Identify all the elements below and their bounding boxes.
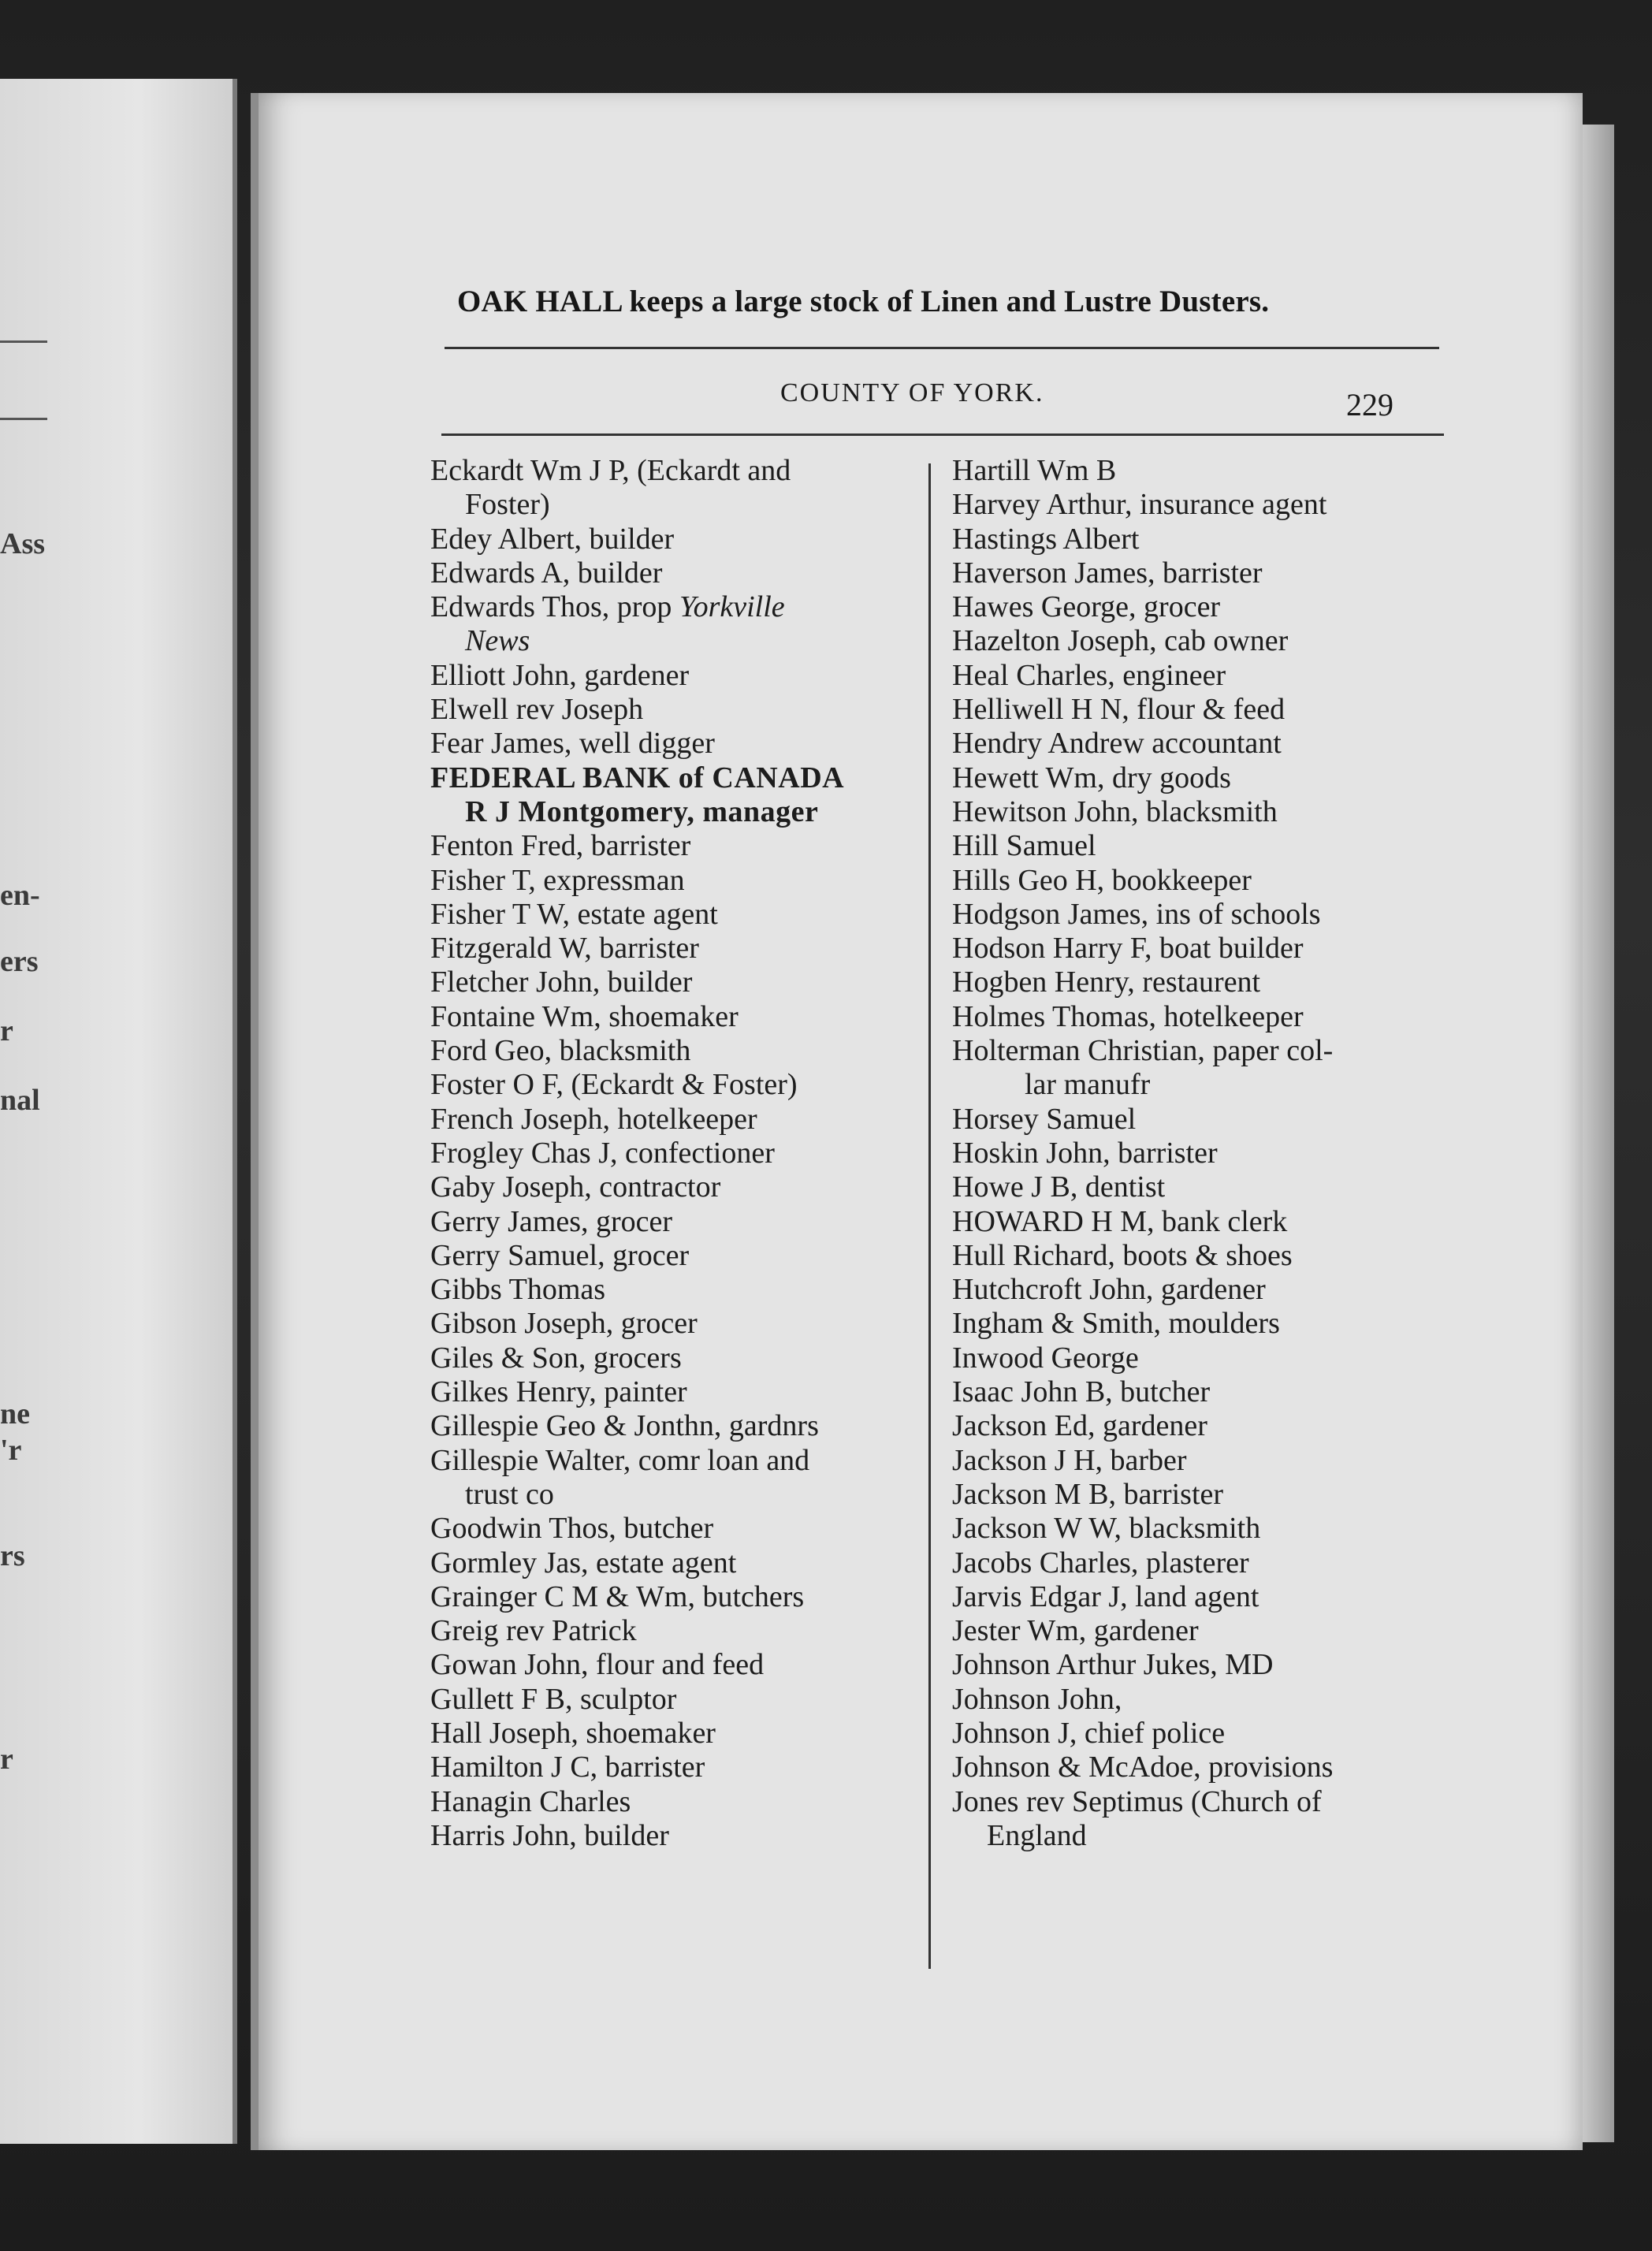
- advertisement-banner: OAK HALL keeps a large stock of Linen and Lustre Dusters.: [457, 285, 1270, 318]
- entry-text: Foster O F, (Eckardt & Foster): [430, 1068, 798, 1102]
- entry-text: Gerry Samuel, grocer: [430, 1238, 690, 1272]
- directory-entry: [430, 1068, 927, 1102]
- entry-text: Elwell rev Joseph: [430, 693, 644, 727]
- directory-entry: [430, 1341, 927, 1375]
- left-facing-page: [0, 79, 237, 2144]
- entry-text: Harvey Arthur, insurance agent: [952, 488, 1327, 522]
- directory-entry: [952, 727, 1457, 761]
- entry-text: Fear James, well digger: [430, 727, 715, 761]
- entry-text: Gibson Joseph, grocer: [430, 1307, 698, 1341]
- entry-text: Howe J B, dentist: [952, 1170, 1166, 1204]
- directory-entry: [430, 1239, 927, 1273]
- directory-entry: [952, 761, 1457, 795]
- directory-entry: [430, 1103, 927, 1137]
- entry-text: Fisher T W, estate agent: [430, 897, 718, 931]
- entry-text: FEDERAL BANK of CANADA: [430, 761, 845, 794]
- directory-entry: [952, 932, 1457, 966]
- entry-text: Gibbs Thomas: [430, 1273, 606, 1307]
- directory-entry: [952, 1409, 1457, 1443]
- entry-continuation: News: [465, 624, 530, 658]
- entry-text: Hill Samuel: [952, 829, 1096, 863]
- left-fragment: nal: [0, 1084, 40, 1117]
- directory-entry: [430, 1375, 927, 1409]
- entry-text: Hodgson James, ins of schools: [952, 897, 1321, 931]
- entry-text: Johnson Arthur Jukes, MD: [952, 1648, 1274, 1682]
- entry-text: Jester Wm, gardener: [952, 1614, 1199, 1648]
- directory-entry: [430, 1546, 927, 1580]
- directory-entry: [430, 829, 927, 863]
- entry-text: Gilkes Henry, painter: [430, 1375, 687, 1409]
- entry-text: Hogben Henry, restaurent: [952, 966, 1261, 999]
- directory-entry: [952, 659, 1457, 693]
- directory-entry: [430, 556, 927, 590]
- entry-text: Fontaine Wm, shoemaker: [430, 999, 739, 1033]
- directory-entry: [952, 1170, 1457, 1204]
- entry-text: Greig rev Patrick: [430, 1614, 637, 1648]
- header-rule: [441, 433, 1444, 436]
- entry-continuation: R J Montgomery, manager: [465, 794, 819, 828]
- directory-entry: [430, 1785, 927, 1819]
- entry-text: Hastings Albert: [952, 522, 1140, 556]
- entry-italic-text: Yorkville: [679, 590, 785, 624]
- directory-entry: [430, 1512, 927, 1546]
- directory-entry: [430, 932, 927, 966]
- directory-entry: [430, 1034, 927, 1068]
- entry-text: Gillespie Walter, comr loan and: [430, 1443, 810, 1477]
- entry-text: Hendry Andrew accountant: [952, 727, 1282, 761]
- directory-entry: [952, 966, 1457, 999]
- entry-text: Johnson & McAdoe, provisions: [952, 1751, 1334, 1784]
- directory-entry: [952, 1307, 1457, 1341]
- entry-text: Helliwell H N, flour & feed: [952, 693, 1286, 727]
- directory-entry: [430, 727, 927, 761]
- entry-text: Hall Joseph, shoemaker: [430, 1716, 716, 1750]
- directory-entry: [430, 1683, 927, 1717]
- left-fragment: rs: [0, 1539, 25, 1572]
- entry-text: Jones rev Septimus (Church of: [952, 1784, 1322, 1818]
- directory-entry: [430, 1580, 927, 1614]
- directory-entry: [952, 624, 1457, 658]
- left-fragment: r: [0, 1014, 13, 1047]
- directory-entry: [952, 1717, 1457, 1751]
- directory-entry: [430, 1307, 927, 1341]
- entry-text: Hewett Wm, dry goods: [952, 761, 1231, 794]
- directory-entry: [952, 1273, 1457, 1307]
- left-fragment: 'r: [0, 1434, 22, 1467]
- entry-text: Fletcher John, builder: [430, 966, 693, 999]
- directory-entry: [952, 1000, 1457, 1034]
- entry-text: Gerry James, grocer: [430, 1204, 673, 1238]
- entry-text: Gaby Joseph, contractor: [430, 1170, 721, 1204]
- left-column: [430, 454, 927, 1853]
- left-page-rule: [0, 418, 47, 420]
- directory-entry: [430, 1614, 927, 1648]
- directory-entry: [952, 556, 1457, 590]
- directory-entry: [952, 1580, 1457, 1614]
- directory-entry: [952, 1341, 1457, 1375]
- entry-text: Hamilton J C, barrister: [430, 1751, 705, 1784]
- running-head: COUNTY OF YORK.: [780, 378, 1044, 407]
- entry-text: Fisher T, expressman: [430, 863, 685, 897]
- entry-text: Hazelton Joseph, cab owner: [952, 624, 1289, 658]
- entry-text: Johnson John,: [952, 1682, 1122, 1716]
- page-edge: [1583, 125, 1614, 2142]
- left-fragment: ne: [0, 1397, 30, 1431]
- directory-entry: [430, 1273, 927, 1307]
- right-column: [952, 454, 1457, 1853]
- entry-text: Gullett F B, sculptor: [430, 1682, 677, 1716]
- entry-text: French Joseph, hotelkeeper: [430, 1102, 757, 1136]
- directory-entry: [430, 1444, 927, 1512]
- entry-text: Heal Charles, engineer: [952, 658, 1226, 692]
- directory-entry: [952, 1614, 1457, 1648]
- entry-text: Jacobs Charles, plasterer: [952, 1546, 1249, 1579]
- entry-text: Giles & Son, grocers: [430, 1341, 682, 1375]
- directory-entry: [952, 1034, 1457, 1103]
- directory-entry: [952, 1103, 1457, 1137]
- entry-text: Grainger C M & Wm, butchers: [430, 1579, 805, 1613]
- entry-text: Haverson James, barrister: [952, 556, 1263, 590]
- directory-entry: [430, 590, 927, 659]
- entry-text: Hartill Wm B: [952, 454, 1117, 487]
- entry-text: HOWARD H M, bank clerk: [952, 1204, 1288, 1238]
- directory-entry: [952, 1648, 1457, 1682]
- entry-text: Hills Geo H, bookkeeper: [952, 863, 1252, 897]
- directory-entry: [952, 1683, 1457, 1717]
- entry-text: Jackson W W, blacksmith: [952, 1512, 1261, 1546]
- left-fragment: Ass: [0, 527, 46, 560]
- directory-entry: [952, 454, 1457, 488]
- left-fragment: r: [0, 1743, 13, 1776]
- entry-text: Horsey Samuel: [952, 1102, 1137, 1136]
- directory-entry: [952, 1512, 1457, 1546]
- directory-entry: [952, 590, 1457, 624]
- directory-entry: [952, 1785, 1457, 1854]
- directory-entry: [430, 523, 927, 556]
- entry-text: Hodson Harry F, boat builder: [952, 932, 1304, 966]
- directory-entry: [430, 1648, 927, 1682]
- directory-entry: [430, 966, 927, 999]
- directory-entry: [952, 795, 1457, 829]
- entry-text: Ford Geo, blacksmith: [430, 1034, 691, 1068]
- left-page-rule: [0, 340, 47, 343]
- entry-continuation: lar manufr: [1025, 1068, 1151, 1102]
- directory-entry: [430, 864, 927, 898]
- entry-text: Hull Richard, boots & shoes: [952, 1238, 1293, 1272]
- directory-entry: [430, 693, 927, 727]
- entry-text: Goodwin Thos, butcher: [430, 1512, 714, 1546]
- directory-entry: [952, 1751, 1457, 1784]
- entry-text: Harris John, builder: [430, 1818, 669, 1852]
- directory-entry: [952, 1478, 1457, 1512]
- entry-text: Gillespie Geo & Jonthn, gardnrs: [430, 1409, 819, 1443]
- directory-entry: [952, 864, 1457, 898]
- directory-entry: [430, 898, 927, 932]
- entry-continuation: trust co: [465, 1477, 554, 1511]
- entry-text: Hanagin Charles: [430, 1784, 631, 1818]
- directory-entry: [952, 1239, 1457, 1273]
- entry-text: Gormley Jas, estate agent: [430, 1546, 737, 1579]
- entry-text: Johnson J, chief police: [952, 1716, 1226, 1750]
- directory-entry: [430, 1205, 927, 1239]
- entry-continuation: Foster): [465, 488, 550, 522]
- left-fragment: en-: [0, 879, 40, 912]
- left-fragment: ers: [0, 945, 39, 978]
- directory-entry: [430, 1137, 927, 1170]
- directory-entry: [952, 1444, 1457, 1478]
- entry-text: Hawes George, grocer: [952, 590, 1221, 624]
- directory-entry: [952, 829, 1457, 863]
- directory-entry: [952, 1205, 1457, 1239]
- directory-entry: [430, 1170, 927, 1204]
- directory-entry: [430, 659, 927, 693]
- directory-entry: [430, 1717, 927, 1751]
- entry-text: Holmes Thomas, hotelkeeper: [952, 999, 1304, 1033]
- entry-text: Hutchcroft John, gardener: [952, 1273, 1266, 1307]
- entry-text: Inwood George: [952, 1341, 1139, 1375]
- directory-entry: [430, 1000, 927, 1034]
- directory-entry: [952, 523, 1457, 556]
- directory-entry: [952, 488, 1457, 522]
- entry-text: Isaac John B, butcher: [952, 1375, 1211, 1409]
- directory-entry: [430, 454, 927, 523]
- entry-text: Elliott John, gardener: [430, 658, 690, 692]
- entry-text: Eckardt Wm J P, (Eckardt and: [430, 454, 791, 487]
- entry-text: Fenton Fred, barrister: [430, 829, 691, 863]
- entry-text: Jackson J H, barber: [952, 1443, 1187, 1477]
- entry-text: Jackson M B, barrister: [952, 1477, 1224, 1511]
- page-number: 229: [1346, 387, 1393, 422]
- entry-text: Holterman Christian, paper col-: [952, 1034, 1334, 1068]
- directory-entry: [952, 1546, 1457, 1580]
- entry-text: Gowan John, flour and feed: [430, 1648, 765, 1682]
- entry-text: Hewitson John, blacksmith: [952, 794, 1278, 828]
- entry-text: Fitzgerald W, barrister: [430, 932, 699, 966]
- directory-entry: [430, 1751, 927, 1784]
- directory-entry: [952, 1137, 1457, 1170]
- entry-text: Edey Albert, builder: [430, 522, 675, 556]
- directory-entry: [430, 1819, 927, 1853]
- column-divider: [928, 463, 931, 1969]
- directory-entry: [430, 1409, 927, 1443]
- directory-entry: [952, 1375, 1457, 1409]
- directory-entry: [952, 693, 1457, 727]
- directory-entry: [430, 761, 927, 830]
- entry-text: Ingham & Smith, moulders: [952, 1307, 1280, 1341]
- banner-rule: [445, 347, 1439, 349]
- entry-text: Edwards Thos, prop: [430, 590, 672, 624]
- entry-text: Frogley Chas J, confectioner: [430, 1136, 775, 1170]
- entry-text: Edwards A, builder: [430, 556, 663, 590]
- directory-page: [251, 93, 1583, 2150]
- entry-continuation: England: [987, 1818, 1087, 1852]
- entry-text: Hoskin John, barrister: [952, 1136, 1218, 1170]
- directory-entry: [952, 898, 1457, 932]
- entry-text: Jarvis Edgar J, land agent: [952, 1579, 1259, 1613]
- entry-text: Jackson Ed, gardener: [952, 1409, 1207, 1443]
